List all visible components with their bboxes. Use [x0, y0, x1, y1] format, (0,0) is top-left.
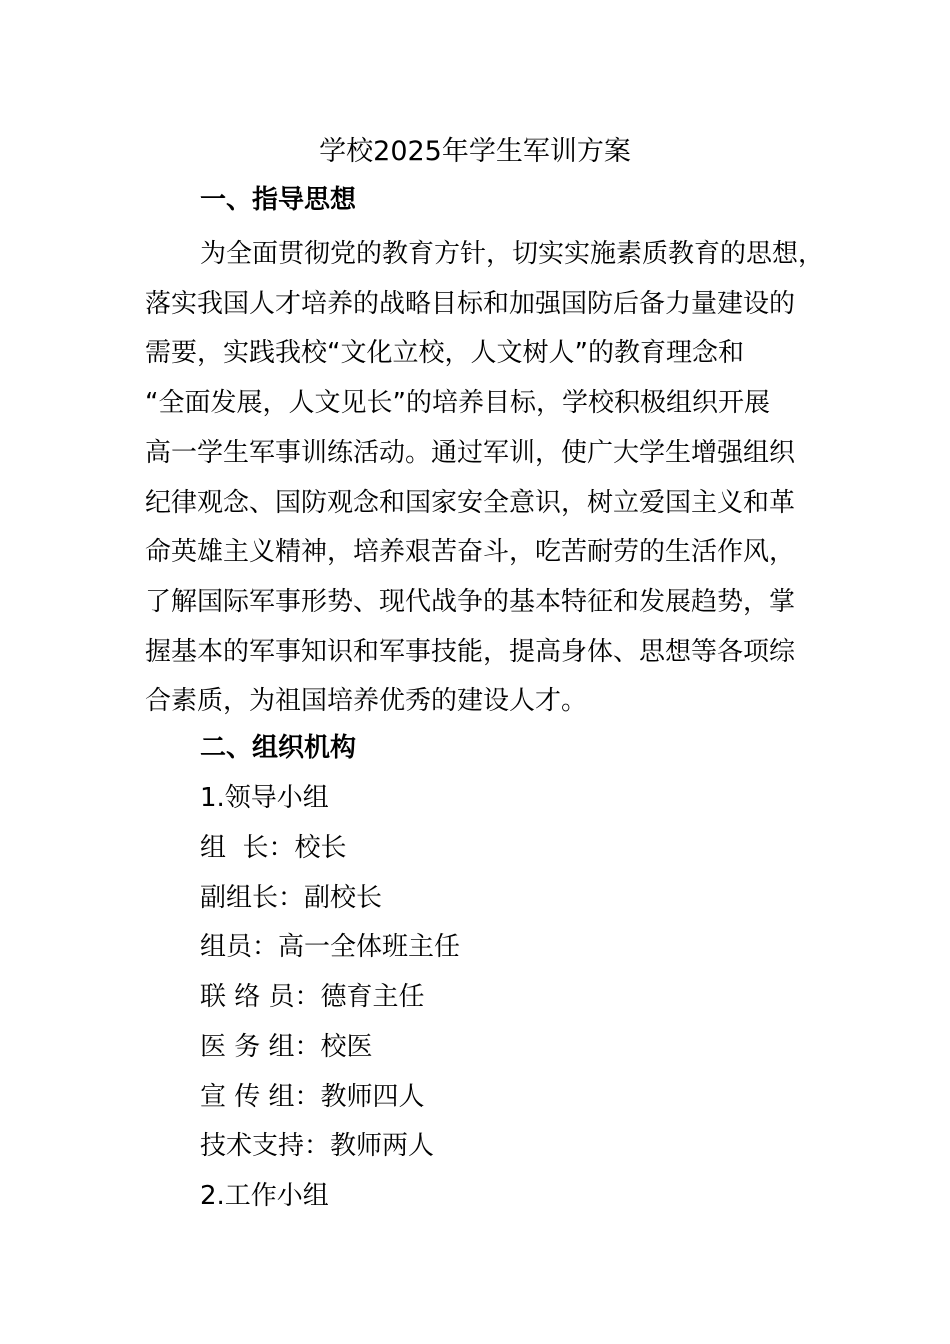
org-item-members: 组员：高一全体班主任 — [200, 932, 461, 962]
paragraph-line: 了解国际军事形势、现代战争的基本特征和发展趋势，掌 — [145, 586, 796, 617]
org-item-group-leader: 组 长：校长 — [200, 833, 347, 863]
paragraph-line: 需要，实践我校“文化立校，人文树人”的教育理念和 — [145, 338, 744, 369]
paragraph-line: 握基本的军事知识和军事技能，提高身体、思想等各项综 — [145, 636, 796, 667]
paragraph-line: 落实我国人才培养的战略目标和加强国防后备力量建设的 — [145, 288, 796, 319]
org-item-working-group: 2.工作小组 — [200, 1181, 329, 1211]
org-item-tech-support: 技术支持：教师两人 — [200, 1131, 435, 1161]
paragraph-line: 合素质，为祖国培养优秀的建设人才。 — [145, 686, 588, 717]
org-item-leadership-group: 1.领导小组 — [200, 783, 329, 813]
paragraph-line: 为全面贯彻党的教育方针，切实实施素质教育的思想， — [200, 239, 825, 269]
paragraph-line: “全面发展，人文见长”的培养目标，学校积极组织开展 — [145, 388, 770, 419]
org-item-medical: 医 务 组：校医 — [200, 1032, 373, 1062]
org-item-liaison: 联 络 员：德育主任 — [200, 982, 425, 1012]
org-item-deputy-leader: 副组长：副校长 — [200, 883, 383, 913]
document-title: 学校2025年学生军训方案 — [319, 136, 631, 167]
paragraph-line: 命英雄主义精神，培养艰苦奋斗，吃苦耐劳的生活作风， — [145, 537, 796, 568]
paragraph-line: 纪律观念、国防观念和国家安全意识，树立爱国主义和革 — [145, 487, 796, 518]
org-item-publicity: 宣 传 组：教师四人 — [200, 1082, 425, 1112]
paragraph-line: 高一学生军事训练活动。通过军训，使广大学生增强组织 — [145, 437, 796, 468]
section-heading-guiding-ideology: 一、指导思想 — [200, 185, 357, 215]
section-heading-organization: 二、组织机构 — [200, 733, 357, 763]
guiding-ideology-paragraph — [145, 230, 835, 727]
